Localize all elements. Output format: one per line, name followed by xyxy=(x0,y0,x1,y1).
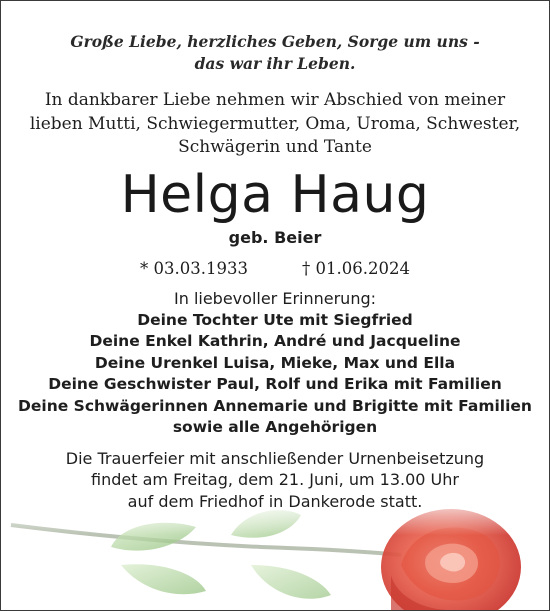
funeral-line: findet am Freitag, dem 21. Juni, um 13.00 Uhr xyxy=(91,470,459,489)
intro-line: lieben Mutti, Schwiegermutter, Oma, Uroma, Schwester, xyxy=(29,113,521,134)
funeral-line: auf dem Friedhof in Dankerode statt. xyxy=(127,491,423,511)
funeral-details xyxy=(1,448,549,513)
mourners-list xyxy=(1,310,549,439)
motto-line: Große Liebe, herzliches Geben, Sorge um uns - xyxy=(70,32,480,51)
rose-illustration xyxy=(1,495,549,610)
intro-line: In dankbarer Liebe nehmen wir Abschied von meiner xyxy=(44,90,506,110)
intro-text xyxy=(1,89,549,160)
funeral-line: Die Trauerfeier mit anschließender Urnenbeisetzung xyxy=(65,448,485,468)
remembrance-heading: In liebevoller Erinnerung: xyxy=(174,288,376,308)
mourner-line: Deine Enkel Kathrin, André und Jacqueline xyxy=(89,332,461,350)
mourner-line: Deine Tochter Ute mit Siegfried xyxy=(137,310,413,329)
deceased-name: Helga Haug xyxy=(120,164,430,225)
mourner-line: Deine Urenkel Luisa, Mieke, Max und Ella xyxy=(94,353,456,372)
intro-line: Schwägerin und Tante xyxy=(178,137,372,157)
life-dates xyxy=(1,258,549,280)
notice-content xyxy=(1,1,549,512)
motto-line: das war ihr Leben. xyxy=(194,54,356,73)
mourner-line: sowie alle Angehörigen xyxy=(172,418,378,436)
birth-date: * 03.03.1933 xyxy=(140,258,248,278)
maiden-name: geb. Beier xyxy=(228,227,322,247)
motto-quote xyxy=(1,31,549,75)
mourner-line: Deine Geschwister Paul, Rolf und Erika mit Familien xyxy=(48,375,502,393)
death-date: † 01.06.2024 xyxy=(302,258,410,278)
mourner-line: Deine Schwägerinnen Annemarie und Brigitte mit Familien xyxy=(18,396,532,415)
